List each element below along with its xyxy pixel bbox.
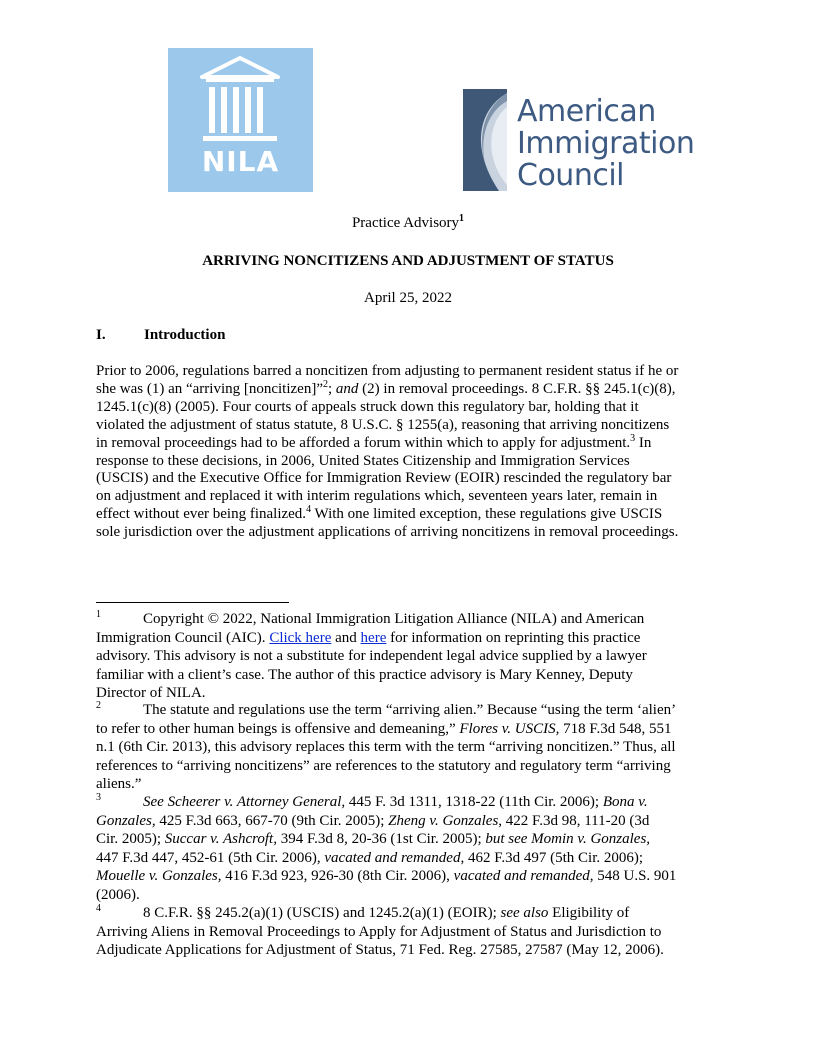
footnote-3: $^3$ See Scheerer v. Attorney General, 445 F. 3d 1311, 1318-22 (11th Cir. 2006); Bona v. Gonzales, 425 F.3d 663, 667-70 (9th Cir. 2005); Zheng v. Gonzales, 422 F.3d 98, 111-20 (3d Cir. 2005); Succar v. Ashcroft, 394 F.3d 8, 20-36 (1st Cir. 2005); but see Momin v. Gonzales, 447 F.3d 447, 452-61 (5th Cir. 2006), vacated and remanded, 462 F.3d 497 (5th Cir. 2006); Mouelle v. Gonzales, 416 F.3d 923, 926-30 (8th Cir. 2006), vacated and remanded, 548 U.S. 901 (2006).	[96, 792, 677, 903]
intro-paragraph	[96, 363, 722, 542]
paragraph-line: 1245.1(c)(8) (2005). Four courts of appeals struck down this regulatory bar, holding that it	[96, 398, 639, 415]
paragraph-line: Prior to 2006, regulations barred a noncitizen from adjusting to permanent resident status if he or	[96, 363, 679, 379]
paragraph-line: (USCIS) and the Executive Office for Immigration Review (EOIR) rescinded the regulatory bar	[96, 470, 672, 487]
nila-logo	[168, 48, 313, 192]
footnote-number: 2	[96, 700, 101, 711]
section-title: Introduction	[144, 327, 226, 343]
footnote-ref: 3	[630, 432, 636, 444]
aic-logo-line: American	[517, 94, 656, 129]
paragraph-line: response to these decisions, in 2006, United States Citizenship and Immigration Services	[96, 452, 630, 469]
nila-logo-text: NILA	[201, 145, 280, 178]
aic-logo-line: Council	[517, 158, 624, 193]
aic-logo-line: Immigration	[517, 126, 695, 161]
footnote-ref: 1	[459, 213, 465, 224]
aic-logo-text	[517, 96, 694, 192]
footnote-number: 1	[96, 609, 101, 620]
footnote-4: $^4$ 8 C.F.R. §§ 245.2(a)(1) (USCIS) and 1245.2(a)(1) (EOIR); see also Eligibility of Arriving Aliens in Removal Proceedings to Apply for Adjustment of Status and Jurisdiction to Adjudicate Applications for Adjustment of Status, 71 Fed. Reg. 27585, 27587 (May 12, 2006).	[96, 903, 664, 958]
footnote-1: $^1$ Copyright © 2022, National Immigration Litigation Alliance (NILA) and American Immigration Council (AIC). Click here and here for information on reprinting this practice advisory. This advisory is not a substitute for independent legal advice supplied by a lawyer familiar with a client’s case. The author of this practice advisory is Mary Kenney, Deputy Director of NILA.	[96, 609, 647, 701]
paragraph-line: effect without ever being finalized.$^4$ With one limited exception, these regulations give USCIS	[96, 504, 663, 523]
footnote-separator	[96, 602, 289, 603]
footnote-number: 4	[96, 903, 101, 914]
reprint-link-here[interactable]: here	[360, 629, 387, 646]
footnote-number: 3	[96, 792, 101, 803]
paragraph-line: sole jurisdiction over the adjustment applications of arriving noncitizens in removal proceedings.	[96, 524, 679, 541]
document-type	[96, 215, 720, 232]
aic-logo-mark	[463, 89, 507, 191]
footnote-2: $^2$ The statute and regulations use the term “arriving alien.” Because “using the term ‘alien’ to refer to other human beings is offensive and demeaning,” Flores v. USCIS, 718 F.3d 548, 551 n.1 (6th Cir. 2013), this advisory replaces this term with the term “arriving noncitizen.” Thus, all references to “arriving noncitizens” are references to the statutory and regulatory term “arriving aliens.”	[96, 700, 677, 792]
document-type-text: Practice Advisory	[351, 215, 460, 231]
footnote-ref: 4	[306, 504, 312, 516]
footnote-ref: 2	[323, 378, 328, 390]
section-heading	[96, 327, 225, 344]
document-date: April 25, 2022	[364, 290, 452, 306]
document-title: ARRIVING NONCITIZENS AND ADJUSTMENT OF STATUS	[202, 253, 614, 269]
paragraph-line: she was (1) an “arriving [noncitizen]”$^2$; and (2) in removal proceedings. 8 C.F.R. §§ 245.1(c)(8),	[96, 378, 676, 397]
paragraph-line: violated the adjustment of status statute, 8 U.S.C. § 1255(a), reasoning that arriving noncitizens	[96, 416, 670, 433]
paragraph-line: in removal proceedings had to be afforded a forum within which to apply for adjustment.$^3$ In	[96, 432, 652, 451]
section-number: I.	[96, 327, 106, 343]
reprint-link-click-here[interactable]: Click here	[269, 629, 332, 646]
paragraph-line: on adjustment and replaced it with interim regulations which, seventeen years later, remain in	[96, 488, 658, 505]
